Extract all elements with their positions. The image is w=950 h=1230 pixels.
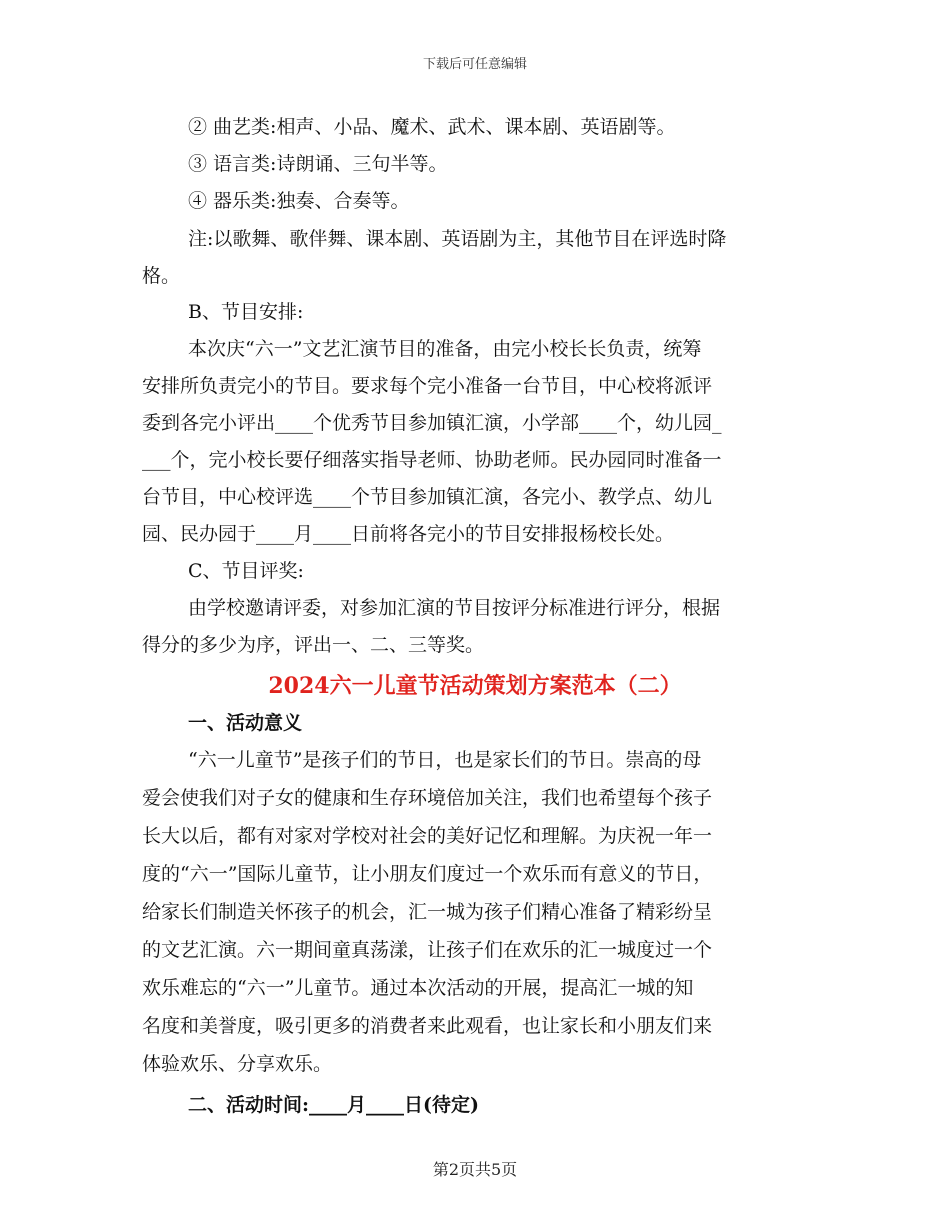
text-line: 由学校邀请评委，对参加汇演的节目按评分标准进行评分，根据 — [188, 597, 721, 619]
text-line: 本次庆“六一”文艺汇演节目的准备，由完小校长长负责，统筹 — [188, 338, 702, 360]
text-line: 格。 — [142, 265, 181, 287]
text-line: ② 曲艺类:相声、小品、魔术、武术、课本剧、英语剧等。 — [188, 116, 676, 138]
heading-activity-meaning: 一、活动意义 — [188, 712, 303, 734]
text-line: 体验欢乐、分享欢乐。 — [142, 1053, 333, 1075]
text-line: ④ 器乐类:独奏、合奏等。 — [188, 190, 410, 212]
page-footer: 第2页共5页 — [432, 1160, 518, 1179]
text-line: 给家长们制造关怀孩子的机会，汇一城为孩子们精心准备了精彩纷呈 — [142, 901, 713, 923]
text-line: 爱会使我们对子女的健康和生存环境倍加关注，我们也希望每个孩子 — [142, 787, 713, 809]
text-line: 安排所负责完小的节目。要求每个完小准备一台节目，中心校将派评 — [142, 375, 713, 397]
heading-activity-time: 二、活动时间:____月____日(待定) — [188, 1094, 479, 1116]
text-line: ③ 语言类:诗朗诵、三句半等。 — [188, 153, 448, 175]
text-line: 名度和美誉度，吸引更多的消费者来此观看，也让家长和小朋友们来 — [142, 1015, 713, 1037]
text-line: 长大以后，都有对家对学校对社会的美好记忆和理解。为庆祝一年一 — [142, 825, 713, 847]
text-line: “六一儿童节”是孩子们的节日，也是家长们的节日。崇高的母 — [188, 749, 702, 771]
page-header: 下载后可任意编辑 — [422, 57, 527, 72]
text-line: 度的“六一”国际儿童节，让小朋友们度过一个欢乐而有意义的节日， — [142, 863, 713, 885]
text-line: 园、民办园于____月____日前将各完小的节目安排报杨校长处。 — [142, 523, 675, 545]
text-line: C、节目评奖: — [188, 560, 304, 582]
section-title: 2024六一儿童节活动策划方案范本（二） — [268, 673, 682, 699]
text-line: ___个，完小校长要仔细落实指导老师、协助老师。民办园同时准备一 — [142, 449, 722, 471]
text-line: B、节目安排: — [188, 301, 304, 323]
text-line: 得分的多少为序，评出一、二、三等奖。 — [142, 634, 485, 656]
text-line: 台节目，中心校评选____个节目参加镇汇演，各完小、教学点、幼儿 — [142, 486, 713, 508]
text-line: 的文艺汇演。六一期间童真荡漾，让孩子们在欢乐的汇一城度过一个 — [142, 939, 713, 961]
text-line: 欢乐难忘的“六一”儿童节。通过本次活动的开展，提高汇一城的知 — [142, 977, 694, 999]
text-line: 委到各完小评出____个优秀节目参加镇汇演，小学部____个，幼儿园_ — [142, 412, 722, 434]
text-line: 注:以歌舞、歌伴舞、课本剧、英语剧为主，其他节目在评选时降 — [188, 228, 727, 250]
